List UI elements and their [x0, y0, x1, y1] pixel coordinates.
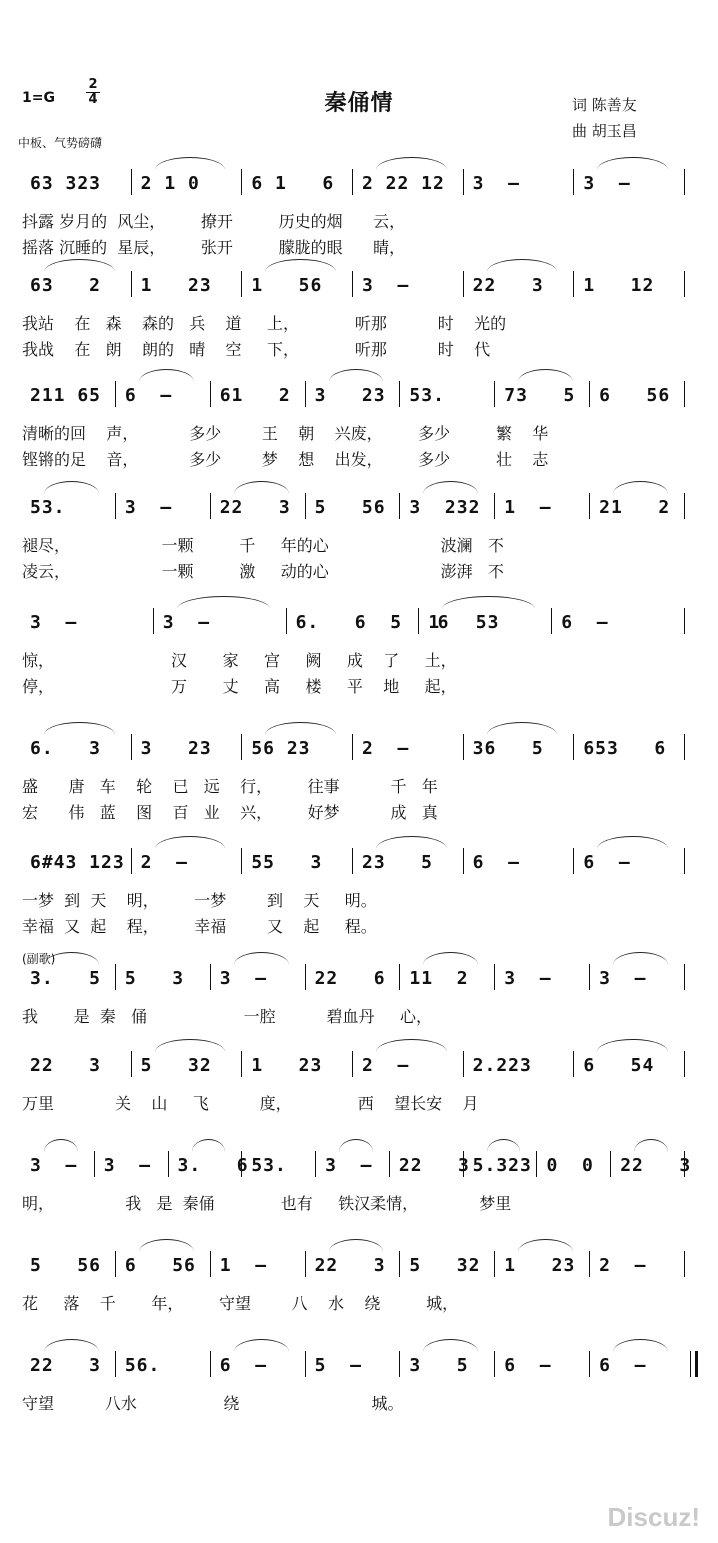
measure-notes: 3 – — [325, 1155, 373, 1176]
barline — [399, 493, 400, 519]
barline — [241, 271, 242, 297]
barline — [305, 1251, 306, 1277]
watermark: Discuz! — [607, 1502, 700, 1532]
barline — [286, 608, 287, 634]
measure-notes: 1 – — [504, 497, 552, 518]
barline — [241, 1151, 242, 1177]
barline — [305, 381, 306, 407]
measure-notes: 22 6 — [314, 968, 386, 989]
notation-line — [22, 968, 698, 994]
measure-notes: 5 – — [314, 1355, 362, 1376]
lyric-verse-1: 明， 我 是 秦俑 也有 铁汉柔情， 梦里 — [22, 1194, 512, 1213]
lyric-verse-2: 宏 伟 蓝 图 百 业 兴， 好梦 成 真 — [22, 803, 438, 822]
barline — [115, 493, 116, 519]
measure-notes: 6 – — [472, 852, 521, 873]
barline — [115, 1251, 116, 1277]
barline — [352, 1051, 353, 1077]
barline — [573, 1051, 574, 1077]
barline — [305, 493, 306, 519]
lyric-verse-1: 守望 八水 绕 城。 — [22, 1394, 404, 1413]
measure-notes: 3. 5 — [30, 968, 102, 989]
barline — [399, 1351, 400, 1377]
song-title: 秦俑情 — [324, 91, 394, 116]
barline — [536, 1151, 537, 1177]
barline — [463, 1051, 464, 1077]
barline — [153, 608, 154, 634]
measure-notes: 1 23 — [251, 1055, 323, 1076]
score-system — [0, 612, 718, 712]
measure-notes: 55 3 — [251, 852, 323, 873]
barline — [684, 1251, 685, 1277]
barline — [463, 734, 464, 760]
tempo-marking: 中板、气势磅礴 — [18, 136, 103, 150]
barline — [494, 493, 495, 519]
barline — [684, 271, 685, 297]
measure-notes: 653 6 — [583, 738, 667, 759]
notation-line — [22, 1155, 698, 1181]
notation-line — [22, 497, 698, 523]
barline — [684, 381, 685, 407]
barline — [684, 848, 685, 874]
measure-notes: 22 3 — [219, 497, 291, 518]
barline — [210, 1251, 211, 1277]
measure-notes: 22 3 — [30, 1055, 102, 1076]
notation-line — [22, 612, 698, 638]
score-system — [0, 1255, 718, 1355]
barline — [589, 1351, 590, 1377]
measure-notes: 56. — [124, 1355, 161, 1376]
barline — [131, 848, 132, 874]
measure-notes: 73 5 — [504, 385, 576, 406]
lyric-verse-2: 我战 在 朗 朗的 晴 空 下， 听那 时 代 — [22, 340, 491, 359]
score-system — [0, 738, 718, 838]
measure-notes: 6 – — [561, 612, 609, 633]
composer-credit: 曲 胡玉昌 — [572, 122, 637, 140]
measure-notes: 6 – — [124, 385, 173, 406]
measure-notes: 3 5 — [409, 1355, 469, 1376]
measure-notes: 3 – — [472, 173, 521, 194]
measure-notes: 36 5 — [472, 738, 544, 759]
barline — [589, 381, 590, 407]
repeat-end-barline — [690, 1351, 698, 1377]
measure-notes: 3 – — [219, 968, 268, 989]
lyric-verse-2: 凌云， 一颗 激 动的心 澎湃 不 — [22, 562, 504, 581]
barline — [241, 734, 242, 760]
measure-notes: 5 32 — [409, 1255, 481, 1276]
slur — [423, 952, 478, 965]
barline — [352, 734, 353, 760]
measure-notes: 1 – — [219, 1255, 268, 1276]
measure-notes: 23 5 — [362, 852, 434, 873]
measure-notes: 22 3 — [314, 1255, 386, 1276]
barline — [399, 381, 400, 407]
barline — [115, 1351, 116, 1377]
measure-notes: 1 56 — [251, 275, 323, 296]
lyric-verse-1: 我 是 秦 俑 一腔 碧血丹 心， — [22, 1007, 432, 1026]
barline — [551, 608, 552, 634]
measure-notes: 3 – — [124, 497, 173, 518]
measure-notes: 3 – — [362, 275, 410, 296]
slur — [44, 722, 115, 735]
barline — [684, 493, 685, 519]
barline — [684, 608, 685, 634]
measure-notes: 2 – — [599, 1255, 647, 1276]
barline — [241, 169, 242, 195]
barline — [352, 169, 353, 195]
measure-notes: 1 53 — [428, 612, 500, 633]
barline — [684, 964, 685, 990]
barline — [389, 1151, 390, 1177]
slur — [613, 952, 668, 965]
barline — [610, 1151, 611, 1177]
barline — [210, 964, 211, 990]
notation-line — [22, 275, 698, 301]
measure-notes: 6. 6 5 6 — [295, 612, 450, 633]
measure-notes: 2 – — [362, 1055, 410, 1076]
barline — [494, 381, 495, 407]
slur — [376, 157, 447, 170]
measure-notes: 6 – — [219, 1355, 268, 1376]
measure-notes: 6 56 — [124, 1255, 196, 1276]
barline — [115, 381, 116, 407]
notation-line — [22, 1355, 698, 1381]
score-system — [0, 497, 718, 597]
slur — [442, 596, 535, 609]
barline — [210, 493, 211, 519]
barline — [131, 271, 132, 297]
measure-notes: 2 22 12 — [362, 173, 445, 194]
barline — [684, 169, 685, 195]
notation-line — [22, 1255, 698, 1281]
lyric-verse-1: 盛 唐 车 轮 已 远 行， 往事 千 年 — [22, 777, 438, 796]
measure-notes: 6 – — [504, 1355, 552, 1376]
barline — [573, 734, 574, 760]
lyric-verse-1: 万里 关 山 飞 度， 西 望长安 月 — [22, 1094, 479, 1113]
barline — [352, 848, 353, 874]
measure-notes: 3 23 — [140, 738, 212, 759]
barline — [131, 1051, 132, 1077]
notation-line — [22, 852, 698, 878]
barline — [589, 493, 590, 519]
measure-notes: 22 3 — [398, 1155, 470, 1176]
lyric-verse-2: 停， 万 丈 高 楼 平 地 起， — [22, 677, 457, 696]
measure-notes: 2 1 0 — [140, 173, 200, 194]
lyric-verse-2: 幸福 又 起 程， 幸福 又 起 程。 — [22, 917, 377, 936]
lyric-verse-1: 清晰的回 声， 多少 王 朝 兴废， 多少 繁 华 — [22, 424, 549, 443]
barline — [463, 848, 464, 874]
lyric-verse-1: 花 落 千 年， 守望 八 水 绕 城， — [22, 1294, 459, 1313]
measure-notes: 5 3 — [124, 968, 185, 989]
measure-notes: 11 2 — [409, 968, 469, 989]
barline — [305, 1351, 306, 1377]
measure-notes: 22 3 — [472, 275, 544, 296]
measure-notes: 211 65 — [30, 385, 102, 406]
measure-notes: 6 1 6 — [251, 173, 335, 194]
measure-notes: 3 232 — [409, 497, 481, 518]
score-system — [0, 173, 718, 273]
measure-notes: 22 3 — [30, 1355, 102, 1376]
barline — [399, 964, 400, 990]
barline — [241, 1051, 242, 1077]
score-system — [0, 852, 718, 952]
barline — [684, 1151, 685, 1177]
lyric-verse-1: 我站 在 森 森的 兵 道 上， 听那 时 光的 — [22, 314, 507, 333]
slur — [487, 722, 558, 735]
barline — [168, 1151, 169, 1177]
lyric-verse-2: 摇落 沉睡的 星辰， 张开 朦胧的眼 睛， — [22, 238, 406, 257]
barline — [131, 169, 132, 195]
barline — [241, 848, 242, 874]
measure-notes: 6 56 — [599, 385, 671, 406]
measure-notes: 53. — [30, 497, 66, 518]
measure-notes: 2 – — [140, 852, 189, 873]
barline — [315, 1151, 316, 1177]
score-system — [0, 968, 718, 1068]
barline — [589, 964, 590, 990]
lyricist-credit: 词 陈善友 — [572, 96, 637, 114]
slur — [234, 952, 289, 965]
meter-bottom: 4 — [86, 92, 100, 107]
barline — [131, 734, 132, 760]
barline — [494, 1351, 495, 1377]
barline — [352, 271, 353, 297]
slur — [597, 157, 668, 170]
barline — [684, 734, 685, 760]
barline — [494, 964, 495, 990]
measure-notes: 6 – — [599, 1355, 647, 1376]
slur — [155, 157, 226, 170]
score-system — [0, 385, 718, 485]
barline — [589, 1251, 590, 1277]
measure-notes: 63 2 — [30, 275, 102, 296]
measure-notes: 3 – — [583, 173, 631, 194]
notation-line — [22, 385, 698, 411]
barline — [573, 848, 574, 874]
measure-notes: 3 – — [30, 612, 78, 633]
measure-notes: 53. — [251, 1155, 287, 1176]
key-signature: 1=G — [22, 90, 55, 106]
measure-notes: 3 – — [504, 968, 552, 989]
barline — [463, 169, 464, 195]
barline — [94, 1151, 95, 1177]
measure-notes: 3 – — [30, 1155, 78, 1176]
barline — [210, 381, 211, 407]
measure-notes: 22 3 — [620, 1155, 692, 1176]
measure-notes: 3 – — [103, 1155, 152, 1176]
measure-notes: 6#43 123 — [30, 852, 125, 873]
barline — [494, 1251, 495, 1277]
measure-notes: 0 0 — [546, 1155, 594, 1176]
measure-notes: 2.223 — [472, 1055, 532, 1076]
measure-notes: 21 2 — [599, 497, 671, 518]
measure-notes: 63 323 — [30, 173, 102, 194]
measure-notes: 3 – — [162, 612, 211, 633]
barline — [573, 169, 574, 195]
measure-notes: 5 56 — [314, 497, 386, 518]
score-system — [0, 1355, 718, 1455]
measure-notes: 1 12 — [583, 275, 655, 296]
lyric-verse-2: 铿锵的足 音， 多少 梦 想 出发， 多少 壮 志 — [22, 450, 549, 469]
measure-notes: 6 – — [583, 852, 631, 873]
score-system — [0, 275, 718, 375]
barline — [463, 1151, 464, 1177]
measure-notes: 6. 3 — [30, 738, 102, 759]
measure-notes: 3. 6 — [177, 1155, 249, 1176]
lyric-verse-1: 一梦 到 天 明， 一梦 到 天 明。 — [22, 891, 377, 910]
measure-notes: 53. — [409, 385, 445, 406]
barline — [115, 964, 116, 990]
slur — [177, 596, 270, 609]
barline — [684, 1051, 685, 1077]
measure-notes: 61 2 — [219, 385, 291, 406]
measure-notes: 56 23 — [251, 738, 311, 759]
measure-notes: 5 56 — [30, 1255, 102, 1276]
measure-notes: 1 23 — [140, 275, 212, 296]
measure-notes: 3 23 — [314, 385, 386, 406]
barline — [399, 1251, 400, 1277]
lyric-verse-1: 抖露 岁月的 风尘， 撩开 历史的烟 云， — [22, 212, 406, 231]
notation-line — [22, 738, 698, 764]
slur — [265, 722, 336, 735]
measure-notes: 6 54 — [583, 1055, 655, 1076]
lyric-verse-1: 惊， 汉 家 宫 阙 成 了 土， — [22, 651, 457, 670]
notation-line — [22, 173, 698, 199]
measure-notes: 5 32 — [140, 1055, 212, 1076]
barline — [463, 271, 464, 297]
barline — [418, 608, 419, 634]
chorus-label: (副歌) — [22, 952, 56, 966]
measure-notes: 2 – — [362, 738, 410, 759]
lyric-verse-1: 褪尽， 一颗 千 年的心 波澜 不 — [22, 536, 504, 555]
measure-notes: 3 – — [599, 968, 647, 989]
notation-line — [22, 1055, 698, 1081]
barline — [573, 271, 574, 297]
barline — [305, 964, 306, 990]
measure-notes: 1 23 — [504, 1255, 576, 1276]
barline — [210, 1351, 211, 1377]
measure-notes: 5.323 — [472, 1155, 532, 1176]
meter-top: 2 — [88, 77, 98, 92]
